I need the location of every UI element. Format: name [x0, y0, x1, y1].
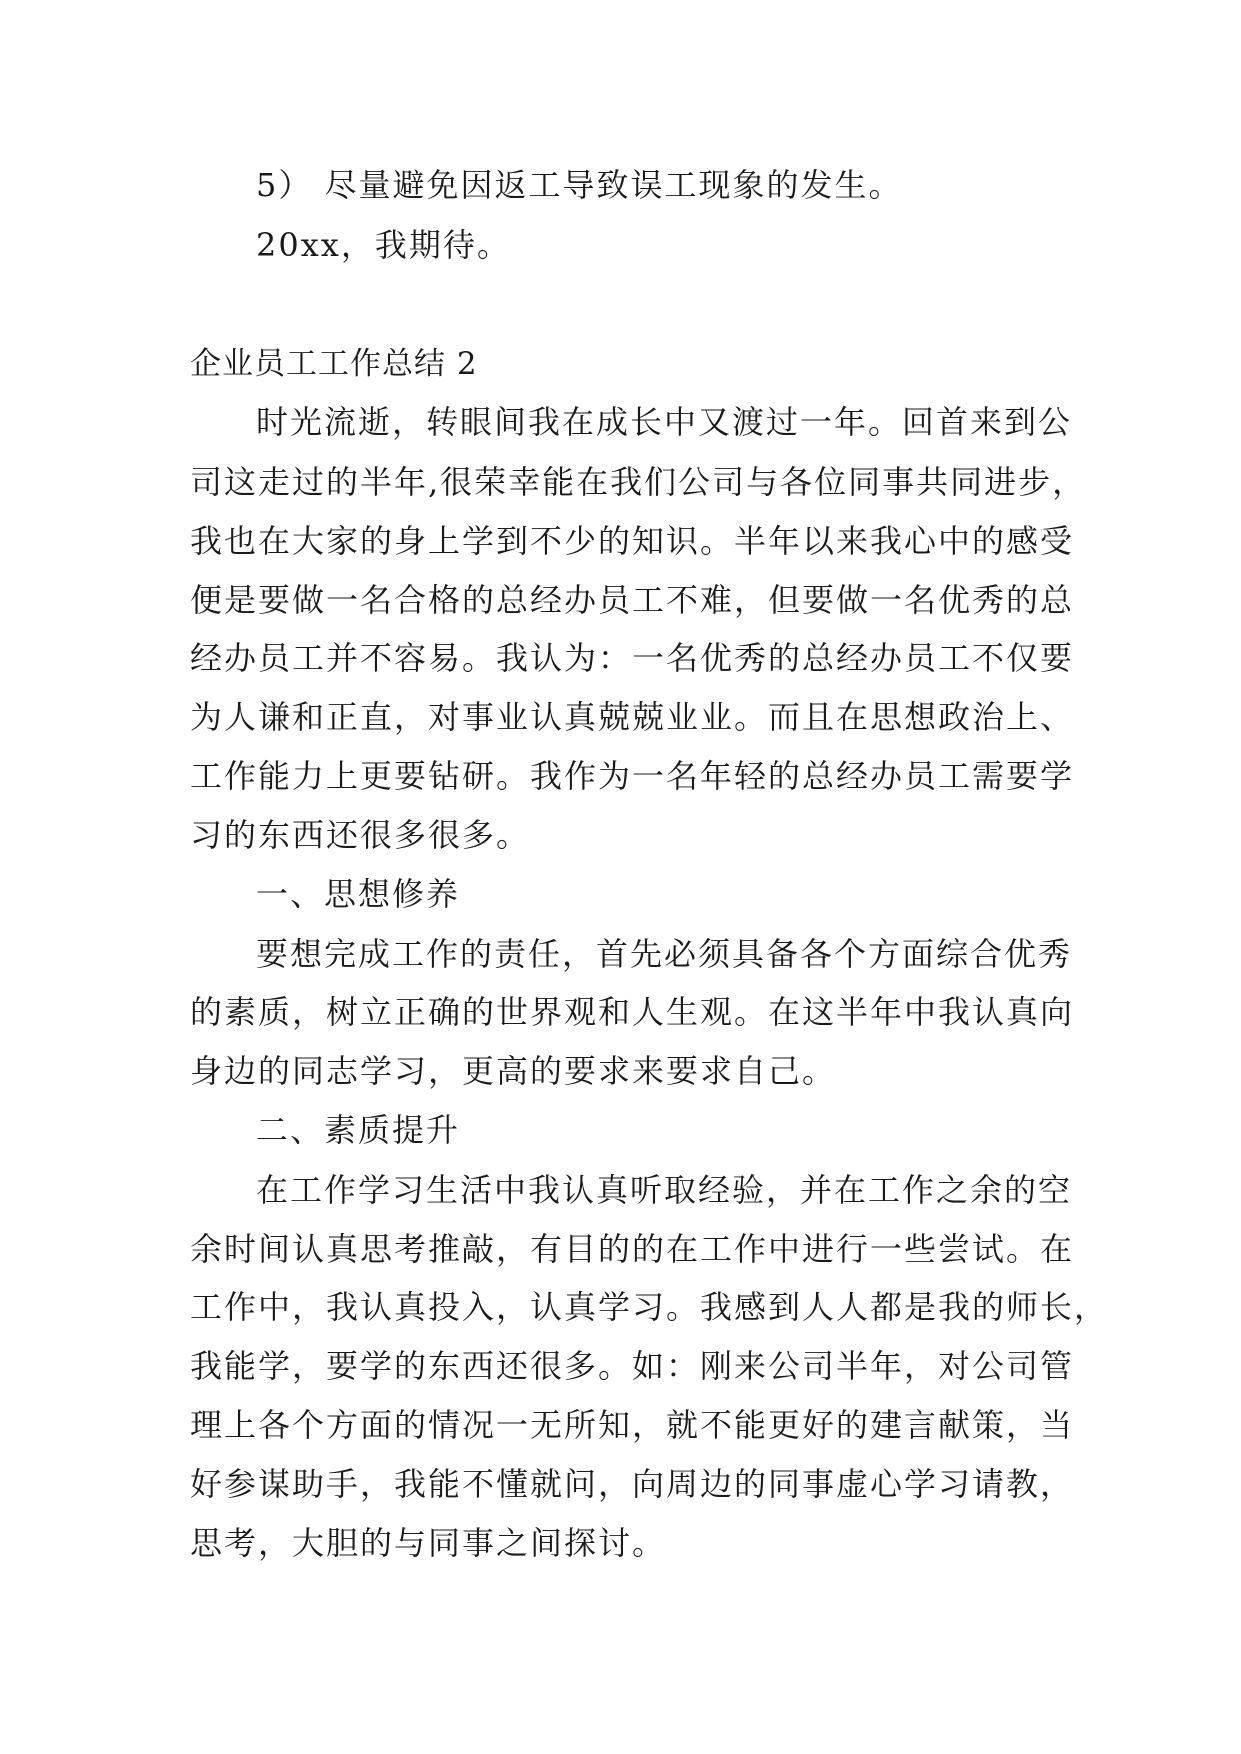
paragraph-line: 司这走过的半年,很荣幸能在我们公司与各位同事共同进步，: [190, 463, 1087, 501]
paragraph-line: 余时间认真思考推敲，有目的的在工作中进行一些尝试。在: [190, 1230, 1075, 1268]
paragraph-line: 经办员工并不容易。我认为：一名优秀的总经办员工不仅要: [190, 639, 1075, 677]
paragraph-line: 理上各个方面的情况一无所知，就不能更好的建言献策，当: [190, 1406, 1075, 1444]
paragraph-line: 在工作学习生活中我认真听取经验，并在工作之余的空: [256, 1171, 1073, 1209]
paragraph-line: 身边的同志学习，更高的要求来要求自己。: [190, 1052, 837, 1090]
paragraph-line: 的素质，树立正确的世界观和人生观。在这半年中我认真向: [190, 993, 1075, 1031]
list-item-5: 5） 尽量避免因返工导致误工现象的发生。: [256, 166, 903, 204]
paragraph-line: 习的东西还很多很多。: [190, 816, 531, 854]
paragraph-line: 我也在大家的身上学到不少的知识。半年以来我心中的感受: [190, 522, 1075, 560]
section-heading: 一、思想修养: [256, 875, 461, 913]
paragraph-line: 时光流逝，转眼间我在成长中又渡过一年。回首来到公: [256, 403, 1073, 441]
paragraph-line: 要想完成工作的责任，首先必须具备各个方面综合优秀: [256, 935, 1073, 973]
paragraph-line: 便是要做一名合格的总经办员工不难，但要做一名优秀的总: [190, 581, 1075, 619]
paragraph-line: 为人谦和正直，对事业认真兢兢业业。而且在思想政治上、: [190, 698, 1075, 736]
section-title: 企业员工工作总结 2: [190, 346, 478, 382]
section-heading: 二、素质提升: [256, 1111, 461, 1149]
paragraph-line: 工作能力上更要钻研。我作为一名年轻的总经办员工需要学: [190, 757, 1075, 795]
paragraph-line: 我能学，要学的东西还很多。如：刚来公司半年，对公司管: [190, 1347, 1075, 1385]
paragraph-line: 工作中，我认真投入，认真学习。我感到人人都是我的师长，: [190, 1288, 1109, 1326]
paragraph-line: 好参谋助手，我能不懂就问，向周边的同事虚心学习请教，: [190, 1465, 1075, 1503]
paragraph-line: 思考，大胆的与同事之间探讨。: [190, 1524, 667, 1562]
closing-line: 20xx，我期待。: [256, 226, 511, 264]
